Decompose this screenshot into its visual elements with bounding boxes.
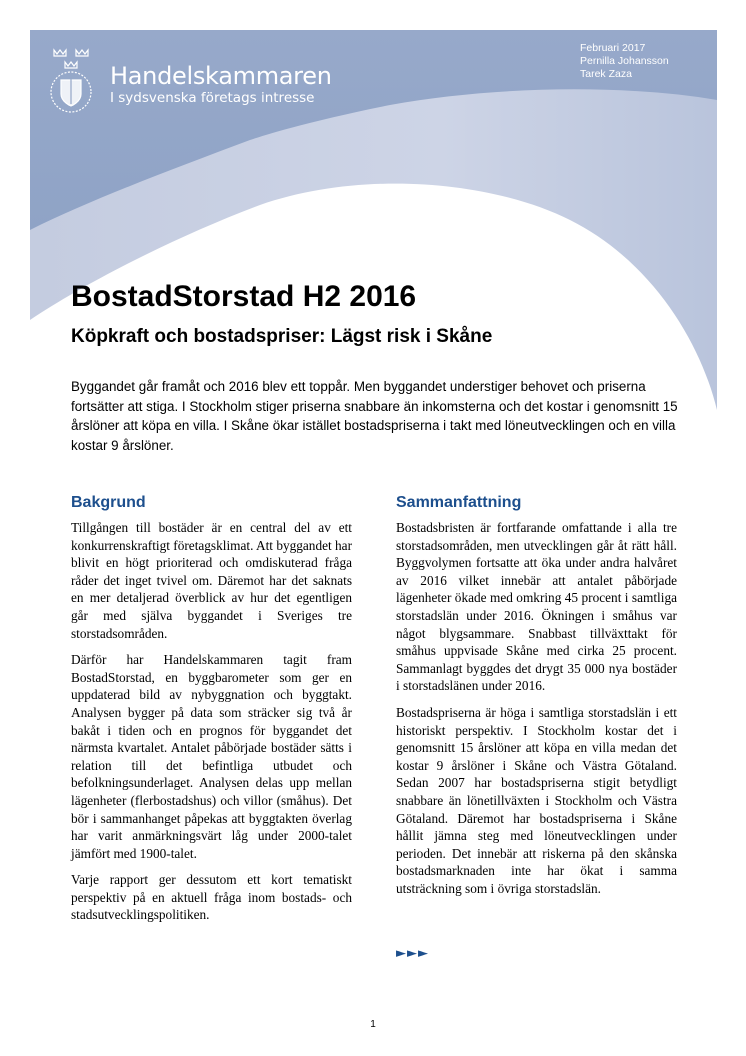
body-paragraph: Varje rapport ger dessutom ett kort tematiskt perspektiv på en aktuell fråga inom bostads- och stadsutvecklingspolitiken. [71, 872, 352, 923]
continue-arrows-icon: ►►► [396, 946, 429, 961]
body-paragraph: Bostadsbristen är fortfarande omfattande i alla tre storstadsområden, men utvecklingen går åt rätt håll. Byggvolymen fortsatte att öka under andra halvåret av 2016 vilket innebär att antalet påbörjade lägenheter ökade med omkring 45 procent i samtliga storstadslän under 2016. Ökningen i småhus var något blygsammare. Snabbast tillväxttakt för småhus uppvisade Skåne med cirka 25 procent. Sammanlagt byggdes det drygt 35 000 nya bostäder i storstadslänen under 2016. [396, 520, 677, 694]
brand-tagline: I sydsvenska företags intresse [110, 90, 315, 106]
body-paragraph: Tillgången till bostäder är en central del av ett konkurrenskraftigt företagsklimat. Att byggandet har blivit en högt prioriterad och omdiskuterad fråga råder det inget tvivel om. Däremot har det saknats en mer detaljerad överblick av hur det egentligen går med själva byggandet i Sveriges tre storstadsområden. [71, 520, 353, 641]
section-heading: Sammanfattning [396, 494, 522, 511]
intro-paragraph: Byggandet går framåt och 2016 blev ett toppår. Men byggandet understiger behovet och priserna fortsätter att stiga. I Stockholm stiger priserna snabbare än inkomsterna och det kostar i genomsnitt 15 årslöner att köpa en villa. I Skåne ökar istället bostadspriserna i takt med löneutvecklingen och en villa kostar 9 årslöner. [71, 379, 678, 453]
document-title: BostadStorstad H2 2016 [71, 280, 417, 313]
brand [110, 62, 332, 107]
document-meta [580, 42, 669, 81]
background-section [71, 492, 352, 933]
author: Tarek Zaza [580, 68, 632, 80]
section-heading: Bakgrund [71, 494, 146, 511]
handelskammaren-logo [46, 44, 106, 114]
brand-name: Handelskammaren [110, 62, 332, 90]
author: Pernilla Johansson [580, 55, 669, 67]
body-paragraph: Därför har Handelskammaren tagit fram BostadStorstad, en byggbarometer som ger en uppdaterad bild av nybyggnation och byggtakt. Analysen bygger på data som sträcker sig två år bakåt i tiden och en prognos för byggandet det närmsta kvartalet. Antalet påbörjade bostäder sätts i relation till det befintliga utbudet och befolkningsunderlaget. Analysen delas upp mellan lägenheter (flerbostadshus) och villor (småhus). Det bör i sammanhanget påpekas att byggtakten överlag har varit anmärkningsvärt låg under 2000-talet jämfört med 1900-talet. [71, 652, 352, 861]
body-paragraph: Bostadspriserna är höga i samtliga storstadslän i ett historiskt perspektiv. I Stockholm kostar det i genomsnitt 15 årslöner att köpa en villa medan det kostar 9 årslöner i Skåne och Västra Götaland. Sedan 2007 har bostadspriserna stigit betydligt snabbare än lönetillväxten i Stockholm och Västra Götaland. Däremot har bostadspriserna i Skåne hållit jämna steg med löneutvecklingen under perioden. Det innebär att riskerna på den skånska bostadsmarknaden inte har ökat i samma utsträckning som i övriga storstadslän. [396, 704, 677, 896]
document-subtitle: Köpkraft och bostadspriser: Lägst risk i Skåne [71, 326, 493, 347]
publication-date: Februari 2017 [580, 42, 646, 54]
summary-section [396, 492, 677, 906]
page-number: 1 [370, 1019, 376, 1030]
